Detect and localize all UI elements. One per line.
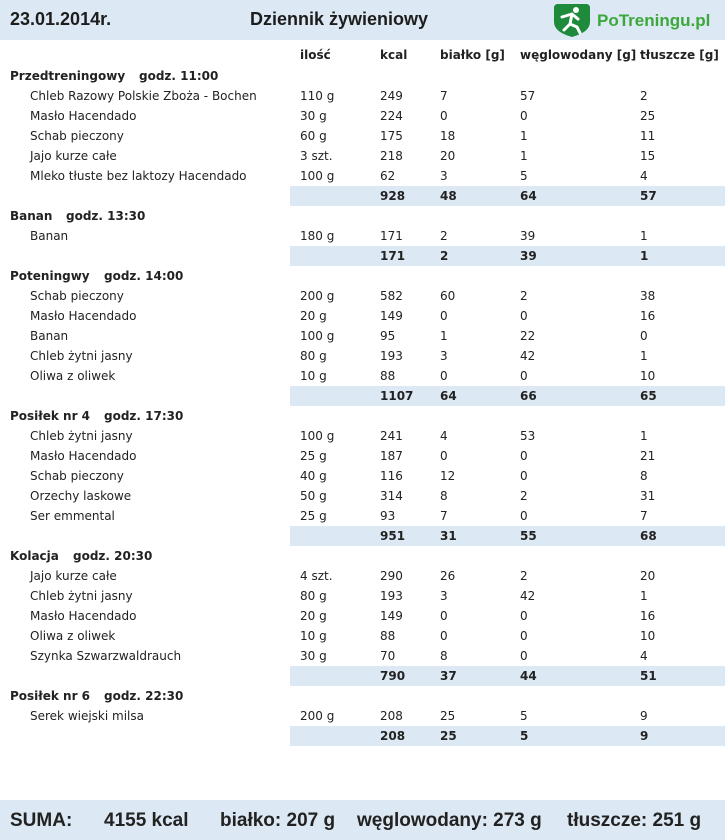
food-row[interactable]: [0, 506, 725, 526]
food-carbs: 1: [520, 149, 528, 163]
food-carbs: 57: [520, 89, 536, 103]
food-amount: 100 g: [300, 169, 335, 183]
meal-total-row: [290, 246, 725, 266]
food-kcal: 70: [380, 649, 396, 663]
food-carbs: 2: [520, 289, 528, 303]
food-fat: 10: [640, 369, 656, 383]
meal-header-row: [0, 546, 725, 566]
column-header-fat: tłuszcze [g]: [640, 48, 719, 62]
page-header: [0, 0, 725, 40]
food-protein: 20: [440, 149, 456, 163]
food-row[interactable]: [0, 226, 725, 246]
food-amount: 30 g: [300, 649, 327, 663]
total-carbs: 64: [520, 189, 537, 203]
meal-time: godz. 11:00: [139, 69, 219, 83]
food-name: Banan: [30, 329, 69, 343]
food-row[interactable]: [0, 646, 725, 666]
food-fat: 1: [640, 429, 648, 443]
meal-name: Kolacja: [10, 549, 59, 563]
total-fat: 57: [640, 189, 657, 203]
food-name: Oliwa z oliwek: [30, 629, 116, 643]
column-header-amount: ilość: [300, 48, 331, 62]
meal-name: Banan: [10, 209, 53, 223]
food-name: Schab pieczony: [30, 289, 124, 303]
food-name: Masło Hacendado: [30, 309, 137, 323]
food-carbs: 0: [520, 109, 528, 123]
food-kcal: 171: [380, 229, 403, 243]
food-carbs: 42: [520, 589, 536, 603]
food-fat: 0: [640, 329, 648, 343]
total-protein: 64: [440, 389, 457, 403]
total-carbs: 44: [520, 669, 537, 683]
summary-carbs: węglowodany: 273 g: [357, 810, 542, 831]
total-protein: 2: [440, 249, 449, 263]
total-carbs: 66: [520, 389, 537, 403]
meal-name: Przedtreningowy: [10, 69, 126, 83]
food-fat: 4: [640, 169, 648, 183]
food-fat: 8: [640, 469, 648, 483]
food-fat: 20: [640, 569, 656, 583]
meal-time: godz. 17:30: [104, 409, 184, 423]
food-row[interactable]: [0, 146, 725, 166]
food-name: Szynka Szwarzwaldrauch: [30, 649, 182, 663]
food-name: Chleb Razowy Polskie Zboża - Bochen: [30, 89, 257, 103]
food-kcal: 218: [380, 149, 403, 163]
food-kcal: 249: [380, 89, 403, 103]
total-carbs: 5: [520, 729, 529, 743]
meal-total-row: [290, 386, 725, 406]
food-name: Oliwa z oliwek: [30, 369, 116, 383]
food-row[interactable]: [0, 606, 725, 626]
column-header-kcal: kcal: [380, 48, 408, 62]
food-amount: 180 g: [300, 229, 335, 243]
food-row[interactable]: [0, 586, 725, 606]
food-amount: 100 g: [300, 329, 335, 343]
food-protein: 60: [440, 289, 456, 303]
total-kcal: 171: [380, 249, 406, 263]
food-name: Chleb żytni jasny: [30, 429, 133, 443]
food-kcal: 95: [380, 329, 396, 343]
food-name: Orzechy laskowe: [30, 489, 132, 503]
food-carbs: 39: [520, 229, 536, 243]
food-row[interactable]: [0, 706, 725, 726]
food-fat: 4: [640, 649, 648, 663]
food-kcal: 290: [380, 569, 403, 583]
logo-text: PoTreningu.pl: [597, 11, 711, 30]
food-protein: 25: [440, 709, 456, 723]
food-carbs: 1: [520, 129, 528, 143]
food-amount: 10 g: [300, 629, 327, 643]
food-amount: 100 g: [300, 429, 335, 443]
food-amount: 4 szt.: [300, 569, 333, 583]
food-protein: 3: [440, 169, 448, 183]
total-protein: 48: [440, 189, 457, 203]
food-carbs: 5: [520, 169, 528, 183]
food-fat: 2: [640, 89, 648, 103]
food-fat: 11: [640, 129, 656, 143]
food-kcal: 88: [380, 369, 396, 383]
food-amount: 20 g: [300, 609, 327, 623]
meal-name: Poteningwy: [10, 269, 90, 283]
food-fat: 9: [640, 709, 648, 723]
food-name: Jajo kurze całe: [30, 569, 117, 583]
food-name: Ser emmental: [30, 509, 115, 523]
total-protein: 25: [440, 729, 457, 743]
food-name: Schab pieczony: [30, 129, 124, 143]
food-carbs: 0: [520, 469, 528, 483]
total-kcal: 208: [380, 729, 406, 743]
food-row[interactable]: [0, 346, 725, 366]
food-carbs: 0: [520, 309, 528, 323]
food-name: Chleb żytni jasny: [30, 349, 133, 363]
food-row[interactable]: [0, 166, 725, 186]
food-amount: 200 g: [300, 289, 335, 303]
food-kcal: 582: [380, 289, 403, 303]
food-protein: 3: [440, 589, 448, 603]
meal-time: godz. 22:30: [104, 689, 184, 703]
food-row[interactable]: [0, 486, 725, 506]
food-kcal: 116: [380, 469, 403, 483]
food-row[interactable]: [0, 366, 725, 386]
meal-name: Posiłek nr 4: [10, 409, 91, 423]
summary-label: SUMA:: [10, 810, 73, 831]
meal-time: godz. 14:00: [104, 269, 184, 283]
food-row[interactable]: [0, 626, 725, 646]
food-protein: 26: [440, 569, 456, 583]
food-protein: 0: [440, 609, 448, 623]
food-protein: 7: [440, 509, 448, 523]
food-row[interactable]: [0, 126, 725, 146]
food-fat: 21: [640, 449, 656, 463]
food-fat: 15: [640, 149, 656, 163]
food-row[interactable]: [0, 286, 725, 306]
food-kcal: 193: [380, 349, 403, 363]
food-kcal: 93: [380, 509, 396, 523]
food-protein: 3: [440, 349, 448, 363]
food-name: Banan: [30, 229, 69, 243]
total-fat: 65: [640, 389, 657, 403]
total-fat: 1: [640, 249, 649, 263]
food-fat: 25: [640, 109, 656, 123]
runner-logo-icon: [550, 2, 594, 38]
summary-fat: tłuszcze: 251 g: [567, 810, 702, 831]
food-amount: 3 szt.: [300, 149, 333, 163]
food-protein: 0: [440, 309, 448, 323]
food-fat: 38: [640, 289, 656, 303]
food-kcal: 224: [380, 109, 403, 123]
food-row[interactable]: [0, 86, 725, 106]
food-carbs: 0: [520, 369, 528, 383]
column-header-protein: białko [g]: [440, 48, 505, 62]
food-protein: 1: [440, 329, 448, 343]
food-carbs: 42: [520, 349, 536, 363]
food-row[interactable]: [0, 326, 725, 346]
food-kcal: 175: [380, 129, 403, 143]
food-amount: 80 g: [300, 589, 327, 603]
food-protein: 0: [440, 629, 448, 643]
meal-header-row: [0, 406, 725, 426]
food-name: Schab pieczony: [30, 469, 124, 483]
food-name: Mleko tłuste bez laktozy Hacendado: [30, 169, 247, 183]
daily-summary-bar: [0, 800, 725, 840]
food-amount: 25 g: [300, 509, 327, 523]
food-fat: 10: [640, 629, 656, 643]
food-carbs: 0: [520, 629, 528, 643]
food-amount: 110 g: [300, 89, 335, 103]
page-title: Dziennik żywieniowy: [250, 9, 429, 29]
food-protein: 4: [440, 429, 448, 443]
food-kcal: 88: [380, 629, 396, 643]
food-protein: 18: [440, 129, 456, 143]
food-carbs: 0: [520, 449, 528, 463]
food-kcal: 149: [380, 309, 403, 323]
food-amount: 50 g: [300, 489, 327, 503]
food-carbs: 2: [520, 569, 528, 583]
food-fat: 16: [640, 609, 656, 623]
food-amount: 30 g: [300, 109, 327, 123]
diary-date: 23.01.2014r.: [10, 9, 112, 29]
food-name: Masło Hacendado: [30, 609, 137, 623]
food-row[interactable]: [0, 106, 725, 126]
food-carbs: 0: [520, 509, 528, 523]
food-fat: 16: [640, 309, 656, 323]
food-kcal: 314: [380, 489, 403, 503]
meal-time: godz. 20:30: [73, 549, 153, 563]
food-amount: 60 g: [300, 129, 327, 143]
food-fat: 1: [640, 589, 648, 603]
meal-total-row: [290, 186, 725, 206]
food-row[interactable]: [0, 566, 725, 586]
food-name: Chleb żytni jasny: [30, 589, 133, 603]
food-row[interactable]: [0, 306, 725, 326]
food-kcal: 208: [380, 709, 403, 723]
food-amount: 200 g: [300, 709, 335, 723]
food-carbs: 0: [520, 649, 528, 663]
food-amount: 80 g: [300, 349, 327, 363]
total-fat: 51: [640, 669, 657, 683]
food-row[interactable]: [0, 426, 725, 446]
food-protein: 2: [440, 229, 448, 243]
food-fat: 1: [640, 349, 648, 363]
food-kcal: 149: [380, 609, 403, 623]
summary-kcal: 4155 kcal: [104, 810, 189, 831]
total-protein: 37: [440, 669, 457, 683]
meal-total-row: [290, 666, 725, 686]
total-kcal: 951: [380, 529, 406, 543]
total-fat: 68: [640, 529, 657, 543]
food-kcal: 241: [380, 429, 403, 443]
food-row[interactable]: [0, 446, 725, 466]
food-carbs: 22: [520, 329, 536, 343]
food-kcal: 193: [380, 589, 403, 603]
food-name: Jajo kurze całe: [30, 149, 117, 163]
food-protein: 8: [440, 649, 448, 663]
food-protein: 0: [440, 449, 448, 463]
food-name: Masło Hacendado: [30, 449, 137, 463]
food-fat: 1: [640, 229, 648, 243]
meal-header-row: [0, 266, 725, 286]
food-name: Masło Hacendado: [30, 109, 137, 123]
food-amount: 10 g: [300, 369, 327, 383]
meal-header-row: [0, 686, 725, 706]
food-amount: 40 g: [300, 469, 327, 483]
food-protein: 12: [440, 469, 456, 483]
total-protein: 31: [440, 529, 457, 543]
meal-header-row: [0, 66, 725, 86]
food-fat: 7: [640, 509, 648, 523]
food-kcal: 187: [380, 449, 403, 463]
summary-protein: białko: 207 g: [220, 810, 336, 831]
total-carbs: 39: [520, 249, 537, 263]
total-carbs: 55: [520, 529, 537, 543]
food-carbs: 2: [520, 489, 528, 503]
total-kcal: 928: [380, 189, 406, 203]
food-carbs: 5: [520, 709, 528, 723]
food-protein: 7: [440, 89, 448, 103]
food-kcal: 62: [380, 169, 396, 183]
meal-header-row: [0, 206, 725, 226]
food-fat: 31: [640, 489, 656, 503]
meal-time: godz. 13:30: [66, 209, 146, 223]
potreningu-logo[interactable]: [550, 2, 720, 38]
total-kcal: 790: [380, 669, 406, 683]
food-name: Serek wiejski milsa: [30, 709, 144, 723]
food-carbs: 53: [520, 429, 536, 443]
food-carbs: 0: [520, 609, 528, 623]
food-row[interactable]: [0, 466, 725, 486]
food-protein: 0: [440, 109, 448, 123]
column-header-carbs: węglowodany [g]: [520, 48, 637, 62]
food-protein: 0: [440, 369, 448, 383]
food-protein: 8: [440, 489, 448, 503]
meal-name: Posiłek nr 6: [10, 689, 91, 703]
meal-total-row: [290, 526, 725, 546]
total-kcal: 1107: [380, 389, 414, 403]
total-fat: 9: [640, 729, 649, 743]
food-amount: 25 g: [300, 449, 327, 463]
food-amount: 20 g: [300, 309, 327, 323]
meal-total-row: [290, 726, 725, 746]
